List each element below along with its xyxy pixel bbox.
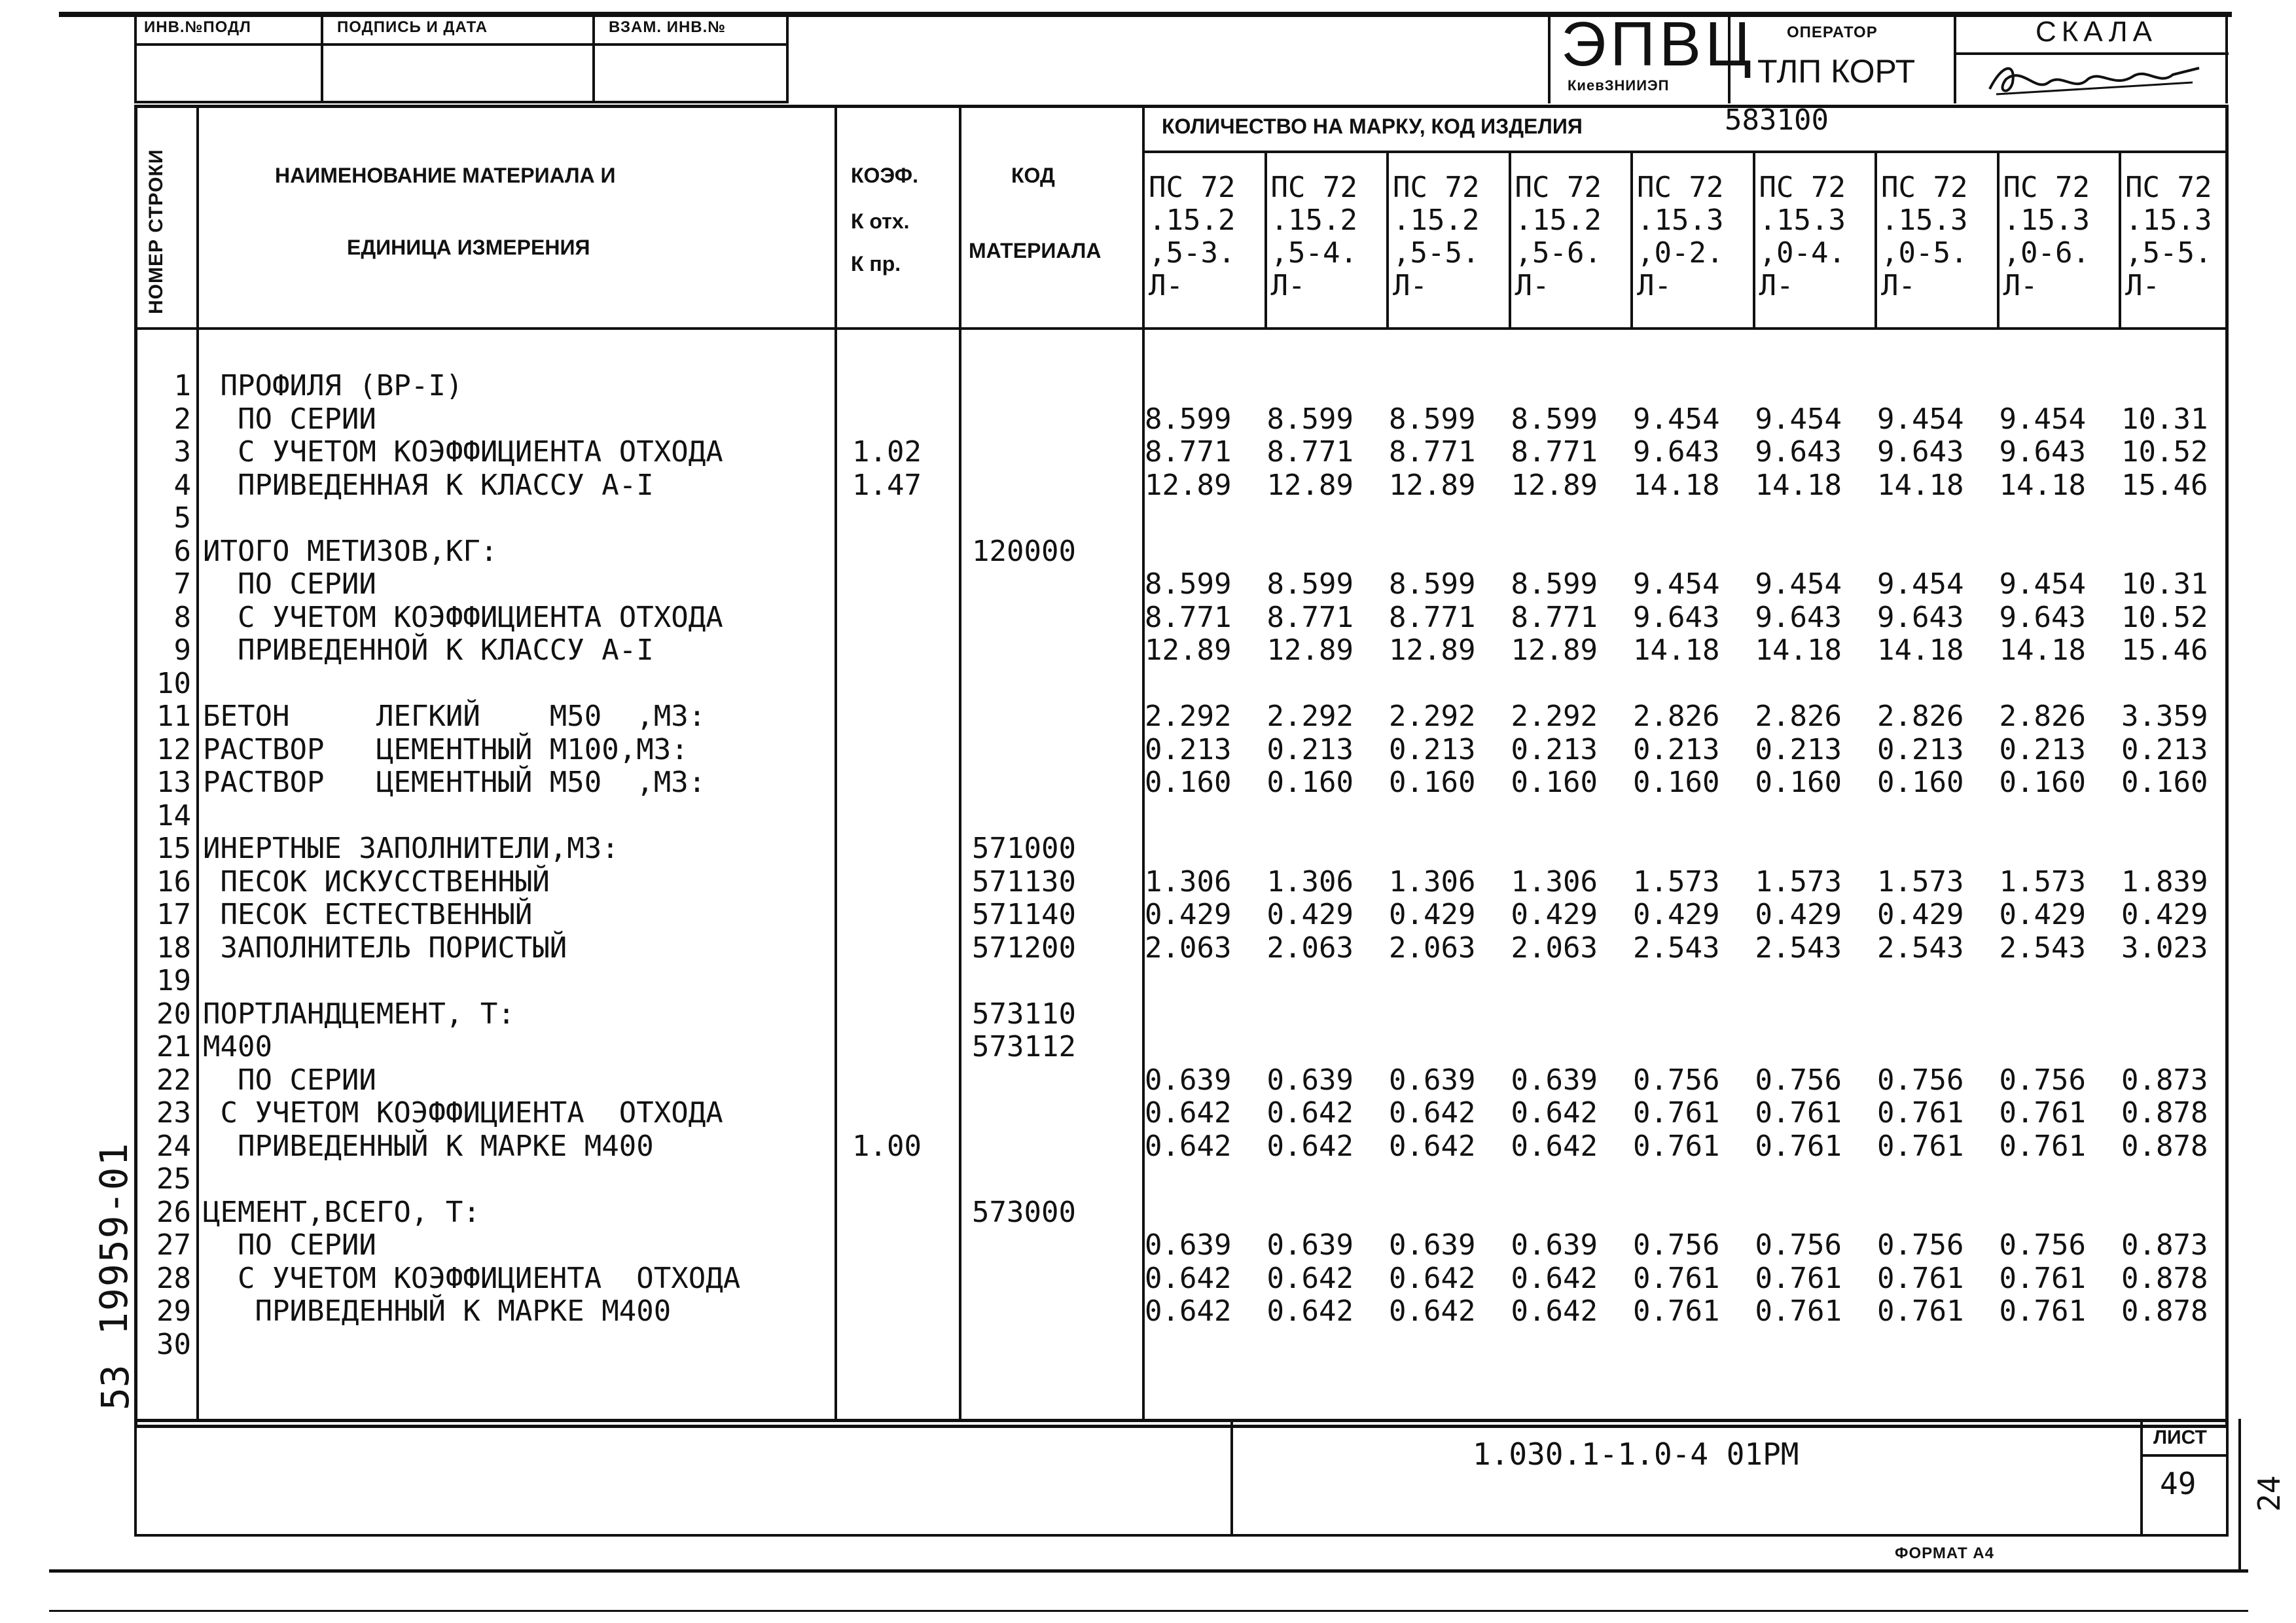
material-name: ПО СЕРИИ — [203, 1228, 376, 1262]
material-name: С УЧЕТОМ КОЭФФИЦИЕНТА ОТХОДА — [203, 600, 723, 634]
row-number: 5 — [173, 501, 191, 535]
quantity-cell: 0.213 — [1266, 732, 1354, 766]
quantity-cell: 0.761 — [1633, 1294, 1720, 1328]
margin-page-number: 53 — [93, 1364, 137, 1410]
material-code: 571200 — [972, 931, 1076, 965]
material-code: 120000 — [972, 534, 1076, 568]
quantity-cell: 0.642 — [1389, 1294, 1476, 1328]
product-column-header: ПС 72 — [1759, 171, 1846, 204]
product-column-header: Л- — [2003, 269, 2038, 302]
quantity-cell: 9.643 — [1877, 435, 1964, 469]
material-name: ПРИВЕДЕННАЯ К КЛАССУ А-I — [203, 468, 654, 502]
row-number: 6 — [173, 534, 191, 568]
quantity-cell: 8.599 — [1511, 567, 1598, 601]
quantity-cell: 1.573 — [1755, 865, 1842, 899]
quantity-cell: 2.063 — [1266, 931, 1354, 965]
row-number: 16 — [156, 865, 191, 899]
code-header-line1: КОД — [1011, 164, 1055, 187]
quantity-cell: 0.160 — [1633, 766, 1720, 799]
coefficient: 1.02 — [852, 435, 922, 469]
name-header-line1: НАИМЕНОВАНИЕ МАТЕРИАЛА И — [275, 164, 616, 187]
row-number: 23 — [156, 1096, 191, 1130]
quantity-cell: 0.639 — [1145, 1228, 1232, 1262]
product-column-header: ,0-4. — [1759, 236, 1846, 270]
quantity-cell: 9.454 — [1877, 402, 1964, 436]
quantity-cell: 0.429 — [1266, 898, 1354, 931]
material-name: ПЕСОК ИСКУССТВЕННЫЙ — [203, 865, 550, 899]
row-number: 20 — [156, 997, 191, 1031]
product-column-header: .15.3 — [1759, 204, 1846, 237]
material-name: РАСТВОР ЦЕМЕНТНЫЙ М50 ,М3: — [203, 766, 706, 799]
quantity-cell: 9.454 — [1877, 567, 1964, 601]
row-number: 8 — [173, 600, 191, 634]
quantity-cell: 10.52 — [2121, 600, 2208, 634]
material-name: ПЕСОК ЕСТЕСТВЕННЫЙ — [203, 898, 533, 931]
quantity-cell: 10.31 — [2121, 567, 2208, 601]
quantity-cell: 2.292 — [1145, 700, 1232, 733]
material-name: ПРОФИЛЯ (ВР-I) — [203, 369, 463, 402]
quantity-cell: 14.18 — [1999, 468, 2086, 502]
quantity-cell: 1.573 — [1633, 865, 1720, 899]
quantity-cell: 0.756 — [1877, 1063, 1964, 1097]
quantity-cell: 9.643 — [1755, 435, 1842, 469]
code-header-line2: МАТЕРИАЛА — [969, 239, 1102, 262]
quantity-cell: 0.878 — [2121, 1129, 2208, 1163]
quantity-cell: 10.31 — [2121, 402, 2208, 436]
quantity-cell: 0.878 — [2121, 1261, 2208, 1295]
quantity-cell: 0.761 — [1633, 1129, 1720, 1163]
quantity-cell: 9.454 — [1633, 402, 1720, 436]
quantity-cell: 12.89 — [1389, 633, 1476, 667]
quantity-cell: 2.826 — [1877, 700, 1964, 733]
quantity-cell: 0.642 — [1145, 1261, 1232, 1295]
material-name: БЕТОН ЛЕГКИЙ М50 ,М3: — [203, 700, 706, 733]
quantity-cell: 0.756 — [1755, 1063, 1842, 1097]
quantity-cell: 3.359 — [2121, 700, 2208, 733]
quantity-cell: 0.213 — [2121, 732, 2208, 766]
quantity-cell: 0.761 — [1999, 1096, 2086, 1130]
product-column-header: .15.2 — [1149, 204, 1236, 237]
quantity-cell: 8.599 — [1266, 402, 1354, 436]
quantity-cell: 1.306 — [1145, 865, 1232, 899]
quantity-cell: 0.429 — [1389, 898, 1476, 931]
product-column-header: ПС 72 — [1515, 171, 1602, 204]
row-number: 25 — [156, 1162, 191, 1196]
quantity-cell: 0.642 — [1145, 1096, 1232, 1130]
product-column-header: ПС 72 — [1149, 171, 1236, 204]
operator-value: ТЛП КОРТ — [1757, 53, 1916, 90]
material-name: ПРИВЕДЕННЫЙ К МАРКЕ М400 — [203, 1294, 672, 1328]
row-number: 2 — [173, 402, 191, 436]
quantity-cell: 0.213 — [1877, 732, 1964, 766]
sheet-number: 49 — [2160, 1466, 2197, 1501]
quantity-cell: 0.756 — [1999, 1063, 2086, 1097]
product-code: 583100 — [1725, 103, 1829, 137]
quantity-cell: 0.160 — [1511, 766, 1598, 799]
product-column-header: .15.3 — [1881, 204, 1968, 237]
material-code: 573112 — [972, 1030, 1076, 1063]
product-column-header: ,0-2. — [1637, 236, 1724, 270]
product-column-header: ПС 72 — [2125, 171, 2212, 204]
org-subtitle: КиевЗНИИЭП — [1568, 77, 1670, 94]
quantity-cell: 0.639 — [1511, 1063, 1598, 1097]
quantity-cell: 2.063 — [1511, 931, 1598, 965]
format-label: ФОРМАТ А4 — [1895, 1544, 1994, 1562]
quantity-cell: 8.771 — [1511, 600, 1598, 634]
quantity-cell: 14.18 — [1755, 468, 1842, 502]
product-column-header: ПС 72 — [1881, 171, 1968, 204]
row-number: 13 — [156, 766, 191, 799]
quantity-cell: 0.873 — [2121, 1063, 2208, 1097]
quantity-cell: 9.454 — [1633, 567, 1720, 601]
product-column-header: Л- — [1637, 269, 1672, 302]
quantity-cell: 0.878 — [2121, 1294, 2208, 1328]
quantity-cell: 0.642 — [1389, 1096, 1476, 1130]
product-column-header: Л- — [1393, 269, 1427, 302]
quantity-cell: 0.213 — [1511, 732, 1598, 766]
quantity-cell: 0.756 — [1633, 1228, 1720, 1262]
quantity-cell: 1.306 — [1511, 865, 1598, 899]
quantity-cell: 12.89 — [1145, 468, 1232, 502]
quantity-cell: 0.642 — [1511, 1261, 1598, 1295]
quantity-cell: 14.18 — [1633, 633, 1720, 667]
quantity-cell: 8.599 — [1389, 402, 1476, 436]
material-name: М400 — [203, 1030, 272, 1063]
quantity-cell: 0.429 — [1999, 898, 2086, 931]
quantity-cell: 0.878 — [2121, 1096, 2208, 1130]
quantity-cell: 14.18 — [1999, 633, 2086, 667]
material-name: ПРИВЕДЕННЫЙ К МАРКЕ М400 — [203, 1129, 654, 1163]
quantity-cell: 0.160 — [1999, 766, 2086, 799]
quantity-cell: 2.292 — [1511, 700, 1598, 733]
quantity-cell: 2.292 — [1266, 700, 1354, 733]
inv-podl-label: ИНВ.№ПОДЛ — [144, 18, 251, 36]
quantity-cell: 0.642 — [1145, 1294, 1232, 1328]
material-name: ИНЕРТНЫЕ ЗАПОЛНИТЕЛИ,М3: — [203, 832, 619, 865]
quantity-cell: 0.639 — [1389, 1228, 1476, 1262]
row-number: 7 — [173, 567, 191, 601]
row-number: 22 — [156, 1063, 191, 1097]
quantity-cell: 0.213 — [1389, 732, 1476, 766]
quantity-cell: 8.771 — [1389, 435, 1476, 469]
quantity-cell: 0.761 — [1755, 1294, 1842, 1328]
product-column-header: ,5-3. — [1149, 236, 1236, 270]
quantity-cell: 9.643 — [1755, 600, 1842, 634]
quantity-cell: 0.213 — [1633, 732, 1720, 766]
row-number: 14 — [156, 798, 191, 832]
product-column-header: Л- — [1149, 269, 1183, 302]
quantity-cell: 12.89 — [1511, 468, 1598, 502]
row-number: 26 — [156, 1195, 191, 1229]
quantity-cell: 9.454 — [1999, 402, 2086, 436]
quantity-cell: 0.873 — [2121, 1228, 2208, 1262]
product-column-header: Л- — [1270, 269, 1306, 302]
quantity-cell: 0.761 — [1755, 1096, 1842, 1130]
row-number: 11 — [156, 700, 191, 733]
quantity-cell: 0.756 — [1999, 1228, 2086, 1262]
row-number-header: НОМЕР СТРОКИ — [145, 149, 167, 314]
quantity-cell: 8.771 — [1389, 600, 1476, 634]
quantity-cell: 0.429 — [1877, 898, 1964, 931]
quantity-cell: 0.639 — [1145, 1063, 1232, 1097]
product-column-header: Л- — [1515, 269, 1550, 302]
quantity-cell: 2.826 — [1755, 700, 1842, 733]
quantity-cell: 12.89 — [1145, 633, 1232, 667]
material-name: С УЧЕТОМ КОЭФФИЦИЕНТА ОТХОДА — [203, 435, 723, 469]
row-number: 4 — [173, 468, 191, 502]
quantity-cell: 9.454 — [1999, 567, 2086, 601]
coef-header-line3: К пр. — [851, 252, 901, 276]
quantity-cell: 1.573 — [1999, 865, 2086, 899]
quantity-cell: 0.429 — [1633, 898, 1720, 931]
row-number: 24 — [156, 1129, 191, 1163]
quantity-cell: 0.429 — [1755, 898, 1842, 931]
quantity-cell: 0.160 — [1877, 766, 1964, 799]
quantity-cell: 0.429 — [1511, 898, 1598, 931]
system-name: СКАЛА — [2036, 16, 2157, 48]
product-column-header: ,5-5. — [1393, 236, 1480, 270]
product-column-header: ПС 72 — [2003, 171, 2090, 204]
row-number: 3 — [173, 435, 191, 469]
quantity-cell: 0.761 — [1999, 1294, 2086, 1328]
quantity-cell: 0.213 — [1999, 732, 2086, 766]
quantity-cell: 0.642 — [1145, 1129, 1232, 1163]
material-code: 573110 — [972, 997, 1076, 1031]
quantity-cell: 0.642 — [1511, 1096, 1598, 1130]
quantity-cell: 8.771 — [1145, 435, 1232, 469]
quantity-cell: 2.063 — [1145, 931, 1232, 965]
quantity-cell: 0.761 — [1755, 1129, 1842, 1163]
row-number: 17 — [156, 898, 191, 931]
quantity-cell: 0.642 — [1389, 1261, 1476, 1295]
quantity-cell: 0.213 — [1755, 732, 1842, 766]
product-column-header: ,5-4. — [1270, 236, 1357, 270]
sheet-label: ЛИСТ — [2153, 1427, 2207, 1448]
quantity-cell: 0.761 — [1877, 1129, 1964, 1163]
quantity-cell: 0.160 — [1266, 766, 1354, 799]
signature-date-label: ПОДПИСЬ И ДАТА — [337, 18, 488, 36]
quantity-cell: 14.18 — [1755, 633, 1842, 667]
material-name: ПОРТЛАНДЦЕМЕНТ, Т: — [203, 997, 515, 1031]
quantity-cell: 0.642 — [1266, 1261, 1354, 1295]
row-number: 15 — [156, 832, 191, 865]
quantity-cell: 8.771 — [1266, 600, 1354, 634]
row-number: 10 — [156, 666, 191, 700]
quantity-cell: 0.642 — [1266, 1129, 1354, 1163]
quantity-cell: 9.643 — [1999, 435, 2086, 469]
coefficient: 1.00 — [852, 1129, 922, 1163]
coef-header-line2: К отх. — [851, 209, 910, 233]
quantity-cell: 12.89 — [1266, 633, 1354, 667]
quantity-cell: 0.213 — [1145, 732, 1232, 766]
product-column-header: ПС 72 — [1270, 171, 1357, 204]
quantity-cell: 8.771 — [1145, 600, 1232, 634]
quantity-cell: 10.52 — [2121, 435, 2208, 469]
quantity-cell: 0.160 — [2121, 766, 2208, 799]
row-number: 12 — [156, 732, 191, 766]
quantity-cell: 0.756 — [1633, 1063, 1720, 1097]
product-column-header: ,0-6. — [2003, 236, 2090, 270]
quantity-cell: 8.771 — [1511, 435, 1598, 469]
quantity-cell: 8.599 — [1266, 567, 1354, 601]
quantity-cell: 9.454 — [1755, 567, 1842, 601]
quantity-cell: 2.063 — [1389, 931, 1476, 965]
quantity-cell: 2.543 — [1999, 931, 2086, 965]
row-number: 19 — [156, 964, 191, 997]
quantity-cell: 14.18 — [1633, 468, 1720, 502]
org-logo-text: ЭПВЦ — [1561, 9, 1756, 79]
product-column-header: Л- — [1881, 269, 1916, 302]
quantity-cell: 0.639 — [1389, 1063, 1476, 1097]
quantity-cell: 8.599 — [1145, 567, 1232, 601]
material-name: ПРИВЕДЕННОЙ К КЛАССУ А-I — [203, 633, 654, 667]
margin-right-number: 24 — [2251, 1475, 2287, 1512]
quantity-cell: 2.292 — [1389, 700, 1476, 733]
row-number: 18 — [156, 931, 191, 965]
quantity-cell: 8.599 — [1145, 402, 1232, 436]
quantity-cell: 0.756 — [1755, 1228, 1842, 1262]
row-number: 27 — [156, 1228, 191, 1262]
product-column-header: .15.2 — [1393, 204, 1480, 237]
quantity-cell: 2.826 — [1633, 700, 1720, 733]
quantity-cell: 9.643 — [1999, 600, 2086, 634]
quantity-cell: 0.642 — [1389, 1129, 1476, 1163]
quantity-cell: 0.642 — [1266, 1294, 1354, 1328]
quantity-cell: 2.543 — [1877, 931, 1964, 965]
quantity-cell: 0.642 — [1511, 1294, 1598, 1328]
quantity-cell: 3.023 — [2121, 931, 2208, 965]
product-column-header: ПС 72 — [1637, 171, 1724, 204]
operator-label: ОПЕРАТОР — [1787, 24, 1878, 41]
product-column-header: ,0-5. — [1881, 236, 1968, 270]
quantity-cell: 0.429 — [1145, 898, 1232, 931]
product-column-header: .15.2 — [1515, 204, 1602, 237]
signature-image — [1977, 56, 2212, 102]
quantity-cell: 1.306 — [1266, 865, 1354, 899]
quantity-cell: 0.761 — [1877, 1096, 1964, 1130]
quantity-header: КОЛИЧЕСТВО НА МАРКУ, КОД ИЗДЕЛИЯ — [1162, 115, 1583, 138]
margin-archive-number: 19959-01 — [92, 1141, 136, 1335]
quantity-cell: 2.543 — [1633, 931, 1720, 965]
product-column-header: .15.3 — [1637, 204, 1724, 237]
material-name: ИТОГО МЕТИЗОВ,КГ: — [203, 534, 498, 568]
quantity-cell: 0.756 — [1877, 1228, 1964, 1262]
quantity-cell: 0.761 — [1633, 1261, 1720, 1295]
product-column-header: .15.3 — [2125, 204, 2212, 237]
quantity-cell: 0.642 — [1266, 1096, 1354, 1130]
quantity-cell: 0.639 — [1266, 1228, 1354, 1262]
quantity-cell: 0.761 — [1999, 1261, 2086, 1295]
product-column-header: .15.3 — [2003, 204, 2090, 237]
quantity-cell: 15.46 — [2121, 468, 2208, 502]
material-code: 573000 — [972, 1195, 1076, 1229]
quantity-cell: 0.761 — [1877, 1261, 1964, 1295]
coef-header-line1: КОЭФ. — [851, 164, 918, 187]
quantity-cell: 0.160 — [1755, 766, 1842, 799]
material-name: С УЧЕТОМ КОЭФФИЦИЕНТА ОТХОДА — [203, 1261, 741, 1295]
material-code: 571000 — [972, 832, 1076, 865]
material-name: ПО СЕРИИ — [203, 402, 376, 436]
material-name: ПО СЕРИИ — [203, 567, 376, 601]
row-number: 1 — [173, 369, 191, 402]
material-name: ЦЕМЕНТ,ВСЕГО, Т: — [203, 1195, 480, 1229]
quantity-cell: 2.543 — [1755, 931, 1842, 965]
quantity-cell: 9.454 — [1755, 402, 1842, 436]
quantity-cell: 9.643 — [1633, 435, 1720, 469]
material-name: ЗАПОЛНИТЕЛЬ ПОРИСТЫЙ — [203, 931, 567, 965]
quantity-cell: 1.573 — [1877, 865, 1964, 899]
quantity-cell: 1.839 — [2121, 865, 2208, 899]
quantity-cell: 0.160 — [1389, 766, 1476, 799]
product-column-header: ,5-6. — [1515, 236, 1602, 270]
quantity-cell: 0.761 — [1999, 1129, 2086, 1163]
material-name: С УЧЕТОМ КОЭФФИЦИЕНТА ОТХОДА — [203, 1096, 723, 1130]
quantity-cell: 12.89 — [1511, 633, 1598, 667]
quantity-cell: 0.160 — [1145, 766, 1232, 799]
product-column-header: Л- — [1759, 269, 1794, 302]
material-name: ПО СЕРИИ — [203, 1063, 376, 1097]
material-name: РАСТВОР ЦЕМЕНТНЫЙ М100,М3: — [203, 732, 689, 766]
product-column-header: Л- — [2125, 269, 2160, 302]
material-code: 571130 — [972, 865, 1076, 899]
row-number: 30 — [156, 1327, 191, 1361]
product-column-header: ,5-5. — [2125, 236, 2212, 270]
quantity-cell: 0.761 — [1755, 1261, 1842, 1295]
row-number: 28 — [156, 1261, 191, 1295]
name-header-line2: ЕДИНИЦА ИЗМЕРЕНИЯ — [347, 236, 590, 259]
product-column-header: .15.2 — [1270, 204, 1357, 237]
quantity-cell: 8.771 — [1266, 435, 1354, 469]
row-number: 21 — [156, 1030, 191, 1063]
row-number: 29 — [156, 1294, 191, 1328]
quantity-cell: 14.18 — [1877, 468, 1964, 502]
quantity-cell: 14.18 — [1877, 633, 1964, 667]
quantity-cell: 0.642 — [1511, 1129, 1598, 1163]
quantity-cell: 12.89 — [1266, 468, 1354, 502]
quantity-cell: 9.643 — [1877, 600, 1964, 634]
quantity-cell: 8.599 — [1389, 567, 1476, 601]
quantity-cell: 0.761 — [1877, 1294, 1964, 1328]
row-number: 9 — [173, 633, 191, 667]
product-column-header: ПС 72 — [1393, 171, 1480, 204]
quantity-cell: 15.46 — [2121, 633, 2208, 667]
quantity-cell: 1.306 — [1389, 865, 1476, 899]
quantity-cell: 2.826 — [1999, 700, 2086, 733]
quantity-cell: 0.639 — [1511, 1228, 1598, 1262]
document-code: 1.030.1-1.0-4 01РМ — [1473, 1436, 1799, 1472]
quantity-cell: 8.599 — [1511, 402, 1598, 436]
quantity-cell: 9.643 — [1633, 600, 1720, 634]
quantity-cell: 0.639 — [1266, 1063, 1354, 1097]
vzam-inv-label: ВЗАМ. ИНВ.№ — [609, 18, 726, 36]
quantity-cell: 12.89 — [1389, 468, 1476, 502]
material-code: 571140 — [972, 898, 1076, 931]
quantity-cell: 0.429 — [2121, 898, 2208, 931]
quantity-cell: 0.761 — [1633, 1096, 1720, 1130]
coefficient: 1.47 — [852, 468, 922, 502]
